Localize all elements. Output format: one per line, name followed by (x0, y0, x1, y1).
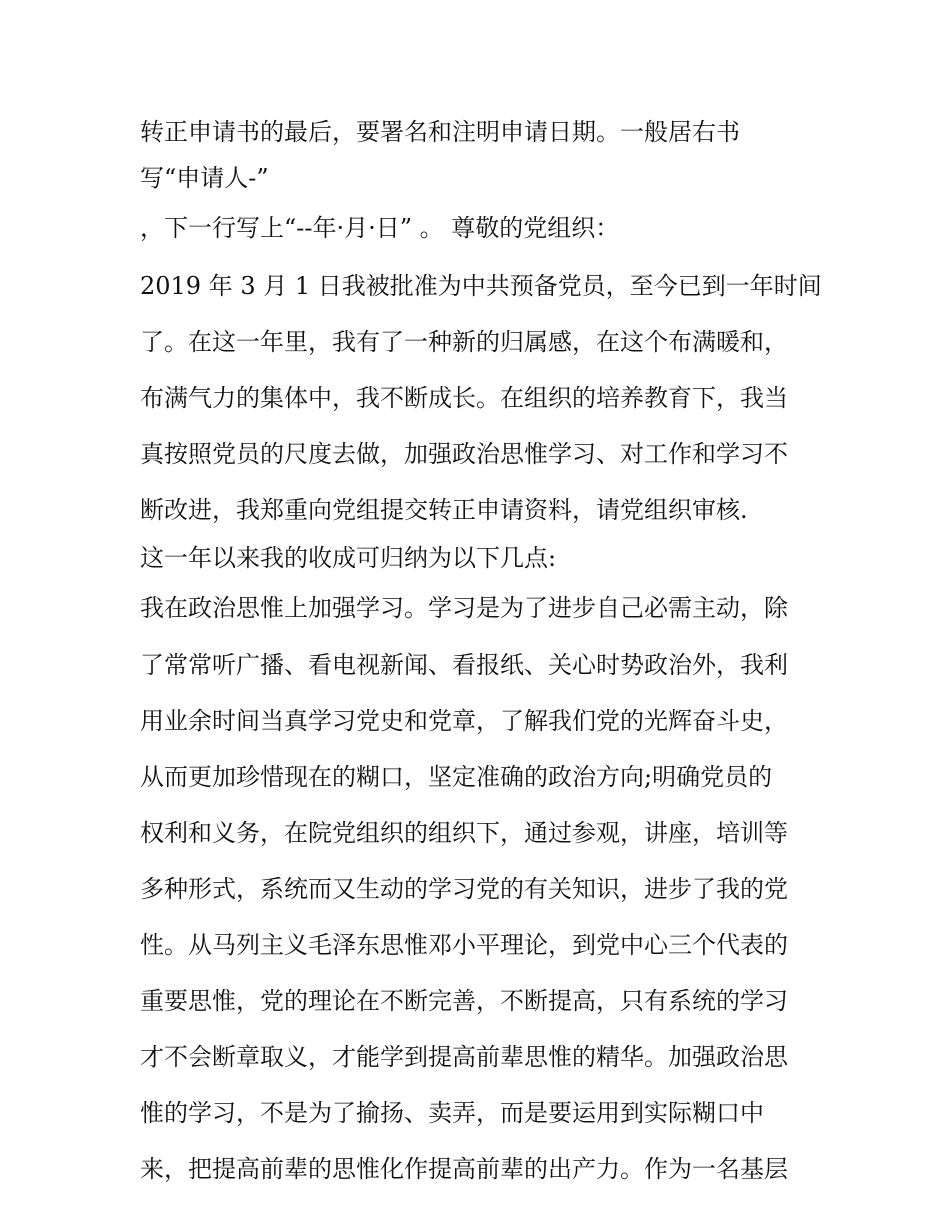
text-line: 我在政治思惟上加强学习。学习是为了进步自己必需主动，除 (140, 594, 788, 622)
text-line: 才不会断章取义，才能学到提高前辈思惟的精华。加强政治思 (140, 1043, 788, 1071)
text-line: 来，把提高前辈的思惟化作提高前辈的出产力。作为一名基层 (140, 1155, 788, 1183)
text-line: 从而更加珍惜现在的糊口，坚定准确的政治方向;明确党员的 (140, 763, 773, 791)
text-line: 重要思惟，党的理论在不断完善，不断提高，只有系统的学习 (140, 987, 788, 1015)
text-line: ，下一行写上“--年·月·日” 。 尊敬的党组织： (140, 214, 620, 242)
text-line: 性。从马列主义毛泽东思惟邓小平理论，到党中心三个代表的 (140, 931, 788, 959)
text-line: 了常常听广播、看电视新闻、看报纸、关心时势政治外，我利 (140, 651, 788, 679)
text-line: 这一年以来我的收成可归纳为以下几点: (140, 544, 557, 572)
text-line: 多种形式，系统而又生动的学习党的有关知识，进步了我的党 (140, 875, 788, 903)
text-line: 用业余时间当真学习党史和党章，了解我们党的光辉奋斗史， (140, 707, 788, 735)
text-line: 布满气力的集体中，我不断成长。在组织的培养教育下，我当 (140, 384, 788, 412)
text-line: 了。在这一年里，我有了一种新的归属感，在这个布满暖和， (140, 328, 788, 356)
text-line: 断改进，我郑重向党组提交转正申请资料，请党组织审核. (140, 496, 748, 524)
text-line: 转正申请书的最后，要署名和注明申请日期。一般居右书 (140, 118, 740, 146)
text-line: 真按照党员的尺度去做，加强政治思惟学习、对工作和学习不 (140, 440, 788, 468)
text-line: 惟的学习，不是为了揄扬、卖弄，而是要运用到实际糊口中 (140, 1099, 764, 1127)
text-line: 写“申请人-” (140, 164, 269, 192)
text-line: 权利和义务，在院党组织的组织下，通过参观，讲座，培训等 (140, 819, 788, 847)
text-line: 2019 年 3 月 1 日我被批准为中共预备党员，至今已到一年时间 (140, 272, 822, 300)
